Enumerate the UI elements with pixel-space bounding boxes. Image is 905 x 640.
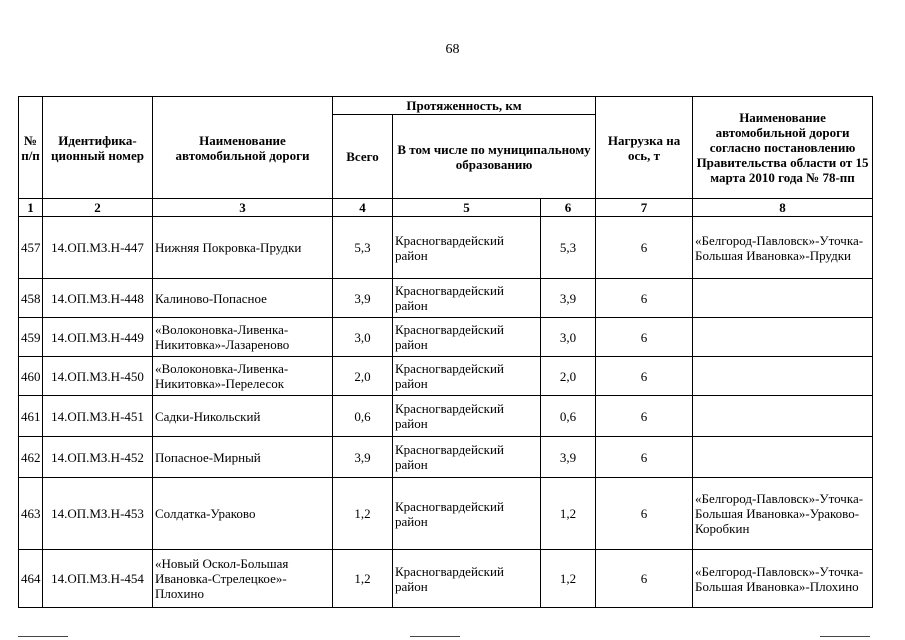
column-number: 8 xyxy=(693,199,873,217)
row-name: Нижняя Покровка-Прудки xyxy=(153,217,333,279)
row-decree: «Белгород-Павловск»-Уточка-Большая Ивановка»-Прудки xyxy=(693,217,873,279)
row-id: 14.ОП.МЗ.Н-454 xyxy=(43,550,153,608)
row-name: «Новый Оскол-Большая Ивановка-Стрелецкое»-Плохино xyxy=(153,550,333,608)
row-district-km: 2,0 xyxy=(541,357,596,396)
row-num: 458 xyxy=(19,279,43,318)
scan-edge-mark xyxy=(820,636,870,637)
row-district: Красногвардейский район xyxy=(393,437,541,478)
row-num: 459 xyxy=(19,318,43,357)
header-total: Всего xyxy=(333,115,393,199)
table-body xyxy=(19,217,873,608)
row-load: 6 xyxy=(596,318,693,357)
row-total: 0,6 xyxy=(333,396,393,437)
column-number: 4 xyxy=(333,199,393,217)
row-decree xyxy=(693,357,873,396)
row-district: Красногвардейский район xyxy=(393,279,541,318)
row-name: Калиново-Попасное xyxy=(153,279,333,318)
page-number: 68 xyxy=(445,42,460,57)
row-district-km: 0,6 xyxy=(541,396,596,437)
table-header xyxy=(19,97,873,217)
row-decree xyxy=(693,396,873,437)
header-num: № п/п xyxy=(19,97,43,199)
row-district-km: 5,3 xyxy=(541,217,596,279)
row-district-km: 1,2 xyxy=(541,550,596,608)
table-row xyxy=(19,478,873,550)
column-number: 5 xyxy=(393,199,541,217)
row-decree xyxy=(693,318,873,357)
row-district-km: 3,9 xyxy=(541,437,596,478)
row-total: 5,3 xyxy=(333,217,393,279)
row-total: 3,9 xyxy=(333,437,393,478)
row-id: 14.ОП.МЗ.Н-450 xyxy=(43,357,153,396)
row-district-km: 3,9 xyxy=(541,279,596,318)
row-num: 461 xyxy=(19,396,43,437)
row-name: Попасное-Мирный xyxy=(153,437,333,478)
row-id: 14.ОП.МЗ.Н-453 xyxy=(43,478,153,550)
column-number: 2 xyxy=(43,199,153,217)
table-row xyxy=(19,279,873,318)
row-district: Красногвардейский район xyxy=(393,357,541,396)
table-row xyxy=(19,550,873,608)
row-id: 14.ОП.МЗ.Н-452 xyxy=(43,437,153,478)
table-row xyxy=(19,437,873,478)
row-load: 6 xyxy=(596,357,693,396)
row-decree: «Белгород-Павловск»-Уточка-Большая Ивановка»-Плохино xyxy=(693,550,873,608)
row-district: Красногвардейский район xyxy=(393,396,541,437)
row-district-km: 1,2 xyxy=(541,478,596,550)
row-id: 14.ОП.МЗ.Н-448 xyxy=(43,279,153,318)
row-name: Солдатка-Ураково xyxy=(153,478,333,550)
row-name: «Волоконовка-Ливенка-Никитовка»-Лазареново xyxy=(153,318,333,357)
row-decree: «Белгород-Павловск»-Уточка-Большая Ивановка»-Ураково-Коробкин xyxy=(693,478,873,550)
row-total: 1,2 xyxy=(333,478,393,550)
table-row xyxy=(19,357,873,396)
scan-edge-mark xyxy=(18,636,68,637)
row-total: 2,0 xyxy=(333,357,393,396)
row-num: 462 xyxy=(19,437,43,478)
column-number: 1 xyxy=(19,199,43,217)
column-number: 7 xyxy=(596,199,693,217)
header-including: В том числе по муниципальному образованию xyxy=(393,115,596,199)
column-number: 3 xyxy=(153,199,333,217)
row-district-km: 3,0 xyxy=(541,318,596,357)
row-name: Садки-Никольский xyxy=(153,396,333,437)
row-num: 457 xyxy=(19,217,43,279)
row-load: 6 xyxy=(596,550,693,608)
row-load: 6 xyxy=(596,279,693,318)
row-load: 6 xyxy=(596,217,693,279)
row-load: 6 xyxy=(596,478,693,550)
header-id: Идентифика-ционный номер xyxy=(43,97,153,199)
header-axle-load: Нагрузка на ось, т xyxy=(596,97,693,199)
row-id: 14.ОП.МЗ.Н-447 xyxy=(43,217,153,279)
column-number: 6 xyxy=(541,199,596,217)
row-num: 464 xyxy=(19,550,43,608)
header-length-group: Протяженность, км xyxy=(333,97,596,115)
row-name: «Волоконовка-Ливенка-Никитовка»-Перелесок xyxy=(153,357,333,396)
row-district: Красногвардейский район xyxy=(393,550,541,608)
table-row xyxy=(19,318,873,357)
scan-edge-mark xyxy=(410,636,460,637)
row-id: 14.ОП.МЗ.Н-449 xyxy=(43,318,153,357)
table-row xyxy=(19,396,873,437)
row-total: 3,9 xyxy=(333,279,393,318)
row-total: 1,2 xyxy=(333,550,393,608)
header-name: Наименование автомобильной дороги xyxy=(153,97,333,199)
roads-table xyxy=(18,96,873,608)
row-district: Красногвардейский район xyxy=(393,217,541,279)
row-district: Красногвардейский район xyxy=(393,478,541,550)
row-total: 3,0 xyxy=(333,318,393,357)
row-decree xyxy=(693,437,873,478)
row-num: 463 xyxy=(19,478,43,550)
table-row xyxy=(19,217,873,279)
row-decree xyxy=(693,279,873,318)
header-decree-name: Наименование автомобильной дороги согласно постановлению Правительства области от 15 марта 2010 года № 78-пп xyxy=(693,97,873,199)
row-num: 460 xyxy=(19,357,43,396)
row-load: 6 xyxy=(596,396,693,437)
row-load: 6 xyxy=(596,437,693,478)
row-district: Красногвардейский район xyxy=(393,318,541,357)
row-id: 14.ОП.МЗ.Н-451 xyxy=(43,396,153,437)
